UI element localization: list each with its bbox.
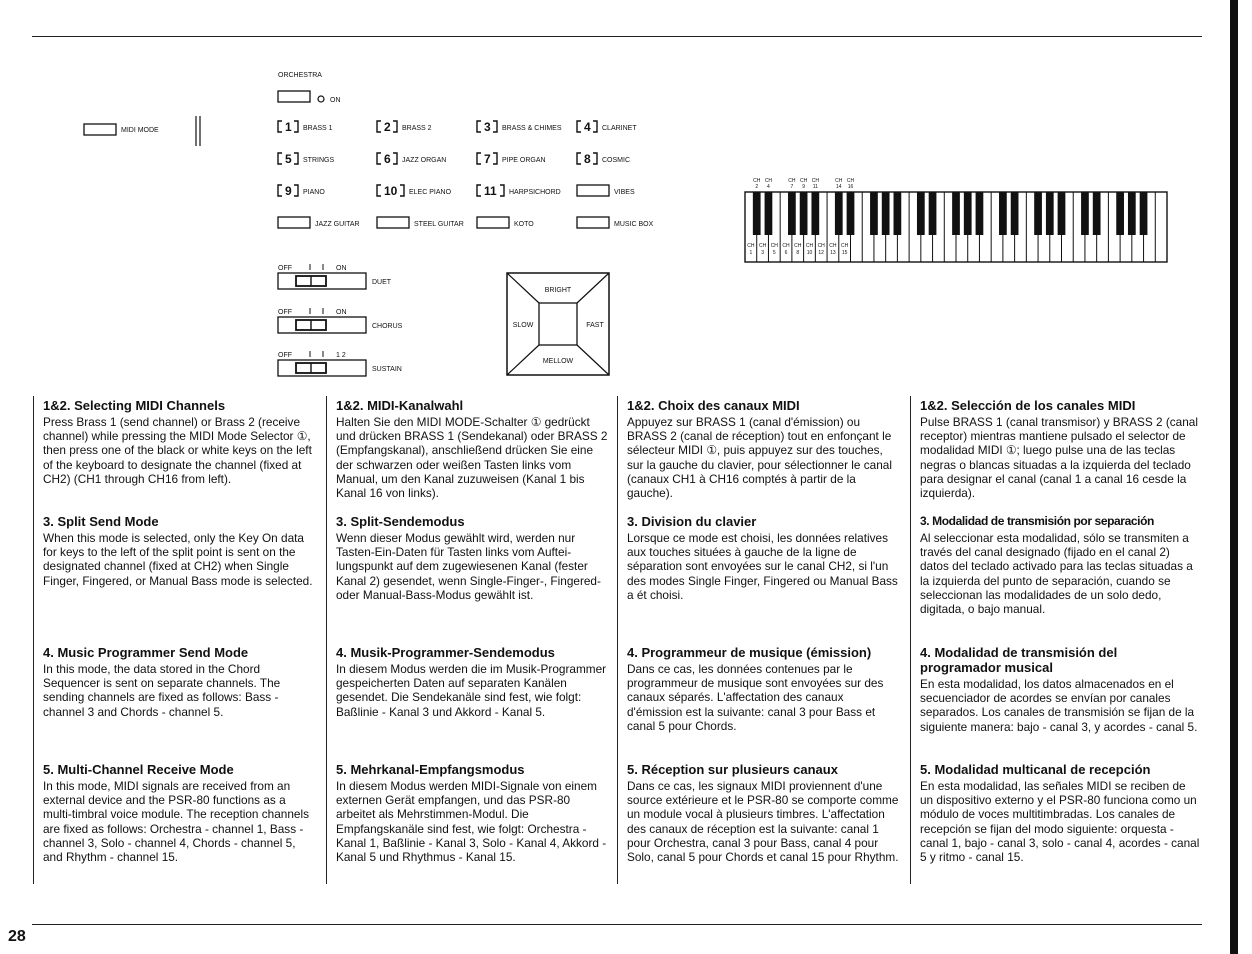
de-section-3 [336,645,608,719]
voice-button-11[interactable] [477,184,561,198]
de-section-1 [336,398,608,500]
es-s1-title: 1&2. Selección de los canales MIDI [920,398,1136,413]
fr-s2-body: Lorsque ce mode est choisi, les données relatives aux touches situées à gauche de la ligne de séparation sont envoyées sur le canal CH2, si l'un des modes Single Finger, Fingered ou Manual Bass a ét choisi. [627,531,898,602]
black-key [952,192,960,235]
fr-s2-title: 3. Division du clavier [627,514,757,529]
voice-label: PIANO [303,189,325,196]
black-key-ch-label: CH [835,178,843,184]
fr-section-4 [627,762,901,864]
black-key [1058,192,1066,235]
voice-label: VIBES [614,189,635,196]
voice-label: PIPE ORGAN [502,157,546,164]
en-s3-title: 4. Music Programmer Send Mode [43,645,249,660]
voice-number: 2 [384,120,391,134]
pad-slow-label: SLOW [512,322,534,329]
de-s3-body: In diesem Modus werden die im Musik-Programmer gespeicherten Daten auf separaten Kanälen gesendet. Die Sendekanäle sind fest, wie folgt: Baßlinie - Kanal 3 und Akkord - Kanal 5. [336,662,607,719]
white-key-ch-label: CH [794,243,802,249]
switch-chorus[interactable] [278,308,403,333]
white-key-ch-label: CH [747,243,755,249]
pad-bright-label: BRIGHT [544,287,572,294]
black-key [1081,192,1089,235]
es-s3-body: En esta modalidad, los datos almacenados en el secuenciador de acordes se envían por canales separados. Los canales de transmisión se fijan de la siguiente manera: bajo - canal 3, y acordes - canal 5. [920,677,1198,734]
voice-label: JAZZ ORGAN [402,157,447,164]
de-s1-body: Halten Sie den MIDI MODE-Schalter ① gedrückt und drücken BRASS 1 (Sendekanal) oder BRASS 2 (Empfangskanal), anschließend drücken Sie eine der schwarzen oder weißen Tasten links vom Manual, um den Kanal zuzuweisen (Kanal 1 bis Kanal 16 von links). [336,415,608,501]
fr-section-1 [627,398,901,500]
voice-label: KOTO [514,221,534,228]
white-key-ch-label: CH [782,243,790,249]
black-key [1128,192,1136,235]
en-s4-body: In this mode, MIDI signals are received from an external device and the PSR-80 functions as a multi-timbral voice module. The reception channels are fixed as follows: Orchestra - channel 1, Bass - channel 3, Solo - channel 4, Chords - channel 5, and Rhythm - channel 15. [43,779,309,865]
voice-button-3[interactable] [477,120,562,134]
voice-label: BRASS 2 [402,125,432,132]
black-key [929,192,937,235]
voice-number: 4 [584,120,591,134]
white-key-ch-label: CH [770,243,778,249]
black-key [753,192,761,235]
pad-mellow-label: MELLOW [542,358,574,365]
de-s2-body: Wenn dieser Modus gewählt wird, werden nur Tasten-Ein-Daten für Tasten links vom Auftei-lungspunkt auf dem zugewiesenen Kanal (fester Kanal 2) gesendet, wenn Single-Finger-, Fingered- oder Manual-Bass-Modus gewählt ist. [336,531,601,602]
black-key [917,192,925,235]
black-key [811,192,819,235]
voice-number: 6 [384,152,391,166]
en-s3-body: In this mode, the data stored in the Chord Sequencer is sent on separate channels. The sending channels are fixed as follows: Bass - channel 3 and Chords - channel 5. [43,662,281,719]
white-key-channel: 15 [841,250,848,256]
column-german [326,396,614,884]
voice-button-7[interactable] [477,152,546,166]
de-s4-body: In diesem Modus werden MIDI-Signale von einem externen Gerät empfangen, und das PSR-80 arbeitet als Mehrstimmen-Modul. Die Empfangskanäle sind fest, wie folgt: Orchestra - Kanal 1, Baßlinie - Kanal 3, Solo - Kanal 4, Akkord - Kanal 5 und Rhythmus - Kanal 15. [336,779,607,865]
black-key [976,192,984,235]
switch-name-label: CHORUS [372,323,403,330]
black-key-channel: 2 [755,184,759,190]
voice-number: 9 [285,184,292,198]
white-key-channel: 5 [772,250,776,256]
de-s1-title: 1&2. MIDI-Kanalwahl [336,398,464,413]
switch-group [278,264,403,376]
column-english [33,396,320,884]
en-section-1 [43,398,314,486]
black-key [788,192,796,235]
es-s4-body: En esta modalidad, las señales MIDI se reciben de un dispositivo externo y el PSR-80 funciona como un módulo de voces multitimbradas. Los canales de recepción se fijan del modo siguiente: orquesta - canal 1, bajo - canal 3, solo - canal 4, acordes - canal 5 y ritmo - canal 15. [920,779,1200,865]
black-key-channel: 4 [767,184,770,190]
black-key [870,192,878,235]
voice-button-9[interactable] [278,184,325,198]
black-key [847,192,855,235]
switch-on-label: 1 2 [336,352,346,359]
es-s1-body: Pulse BRASS 1 (canal transmisor) y BRASS 2 (canal receptor) mientras mantiene pulsado el selector de modalidad MIDI ①; luego pulse una de las teclas negras o blancas situadas a la izquierda del teclado para designar el canal (canal 1 a canal 16 cesde la izquierda). [920,415,1198,501]
switch-off-label: OFF [278,352,292,359]
black-key [1034,192,1042,235]
es-s3-title: 4. Modalidad de transmisión del programador musical [920,645,1118,675]
voice-button-8[interactable] [577,152,630,166]
black-key [1046,192,1054,235]
black-key [964,192,972,235]
de-section-4 [336,762,608,864]
voice-button-10[interactable] [377,184,452,198]
pad-fast-label: FAST [586,322,604,329]
white-key-ch-label: CH [841,243,849,249]
es-s4-title: 5. Modalidad multicanal de recepción [920,762,1151,777]
voice-label: CLARINET [602,125,637,132]
voice-button-grid [278,120,654,228]
midi-mode-label: MIDI MODE [121,127,159,134]
es-section-4 [920,762,1200,864]
switch-duet[interactable] [278,264,392,289]
white-key-ch-label: CH [817,243,825,249]
white-key-channel: 1 [749,250,753,256]
es-section-1 [920,398,1200,500]
en-s1-body: Press Brass 1 (send channel) or Brass 2 (receive channel) while pressing the MIDI Mode Selector ①, then press one of the black or white keys on the left of the keyboard to designate the channel (fixed at CH2) (CH1 through CH16 from left). [43,415,312,486]
voice-button-12[interactable] [577,185,635,196]
white-key-channel: 12 [818,250,824,256]
voice-button-14[interactable] [377,217,464,228]
white-key-ch-label: CH [758,243,767,249]
voice-button-1[interactable] [278,120,333,134]
de-s2-title: 3. Split-Sendemodus [336,514,465,529]
en-s2-body: When this mode is selected, only the Key On data for keys to the left of the split point is sent on the designated channel (fixed at CH2) when Single Finger, Fingered, or Manual Bass mode is selected. [43,531,313,588]
de-s3-title: 4. Musik-Programmer-Sendemodus [336,645,555,660]
voice-number: 7 [484,152,491,166]
en-s4-title: 5. Multi-Channel Receive Mode [43,762,234,777]
midi-mode-button[interactable] [84,124,116,135]
white-key-ch-label: CH [829,243,837,249]
fr-s4-body: Dans ce cas, les signaux MIDI proviennent d'une source extérieure et le PSR-80 se comporte comme un module vocal à plusieurs timbres. L'affectation des canaux de réception est la suivante: canal 1 pour Orchestra, canal 3 pour Bass, canal 4 pour Solo, canal 5 pour Chords et canal 15 pour Rhythm. [627,779,899,865]
switch-on-label: ON [336,265,347,272]
voice-label: HARPSICHORD [509,189,561,196]
switch-name-label: SUSTAIN [372,366,402,373]
white-key-channel: 6 [784,250,788,256]
black-key-channel: 11 [812,184,818,190]
voice-label: JAZZ GUITAR [315,221,360,228]
fr-s3-body: Dans ce cas, les données contenues par le programmeur de musique sont envoyées sur des canaux séparés. L'affectation des canaux d'émission est la suivante: canal 3 pour Bass et canal 5 pour Chords. [627,662,884,733]
voice-label: BRASS & CHIMES [502,125,562,132]
en-s1-title: 1&2. Selecting MIDI Channels [43,398,226,413]
fr-section-2 [627,514,901,602]
fr-s4-title: 5. Réception sur plusieurs canaux [627,762,838,777]
black-key-ch-label: CH [764,178,773,184]
fr-section-3 [627,645,901,733]
black-key [835,192,843,235]
switch-on-label: ON [336,309,347,316]
on-label: ON [330,97,341,104]
white-key-channel: 8 [796,250,800,256]
black-key-channel: 16 [847,184,854,190]
black-key [882,192,890,235]
white-key-channel: 13 [830,250,836,256]
en-section-2 [43,514,314,588]
switch-name-label: DUET [372,279,392,286]
column-french [617,396,907,884]
voice-number: 5 [285,152,292,166]
black-key-channel: 7 [790,184,794,190]
white-key-ch-label: CH [805,243,814,249]
switch-off-label: OFF [278,265,292,272]
black-key-ch-label: CH [788,178,796,184]
fr-s1-title: 1&2. Choix des canaux MIDI [627,398,800,413]
black-key [894,192,902,235]
de-section-2 [336,514,608,602]
de-s4-title: 5. Mehrkanal-Empfangsmodus [336,762,525,777]
black-key [800,192,808,235]
voice-number: 10 [384,184,398,198]
voice-button-16[interactable] [577,217,654,228]
black-key [765,192,773,235]
fr-s3-title: 4. Programmeur de musique (émission) [627,645,872,660]
on-indicator-icon [318,96,324,102]
orchestra-label: ORCHESTRA [278,72,322,79]
voice-button-13[interactable] [278,217,360,228]
panel-diagram [0,0,1252,390]
voice-label: COSMIC [602,157,630,164]
switch-off-label: OFF [278,309,292,316]
voice-button-5[interactable] [278,152,334,166]
black-key [999,192,1007,235]
bottom-rule [32,924,1202,925]
voice-button-2[interactable] [377,120,432,134]
black-key [1140,192,1148,235]
es-section-2 [920,514,1200,616]
en-section-4 [43,762,314,864]
voice-button-15[interactable] [477,217,534,228]
black-key-channel: 14 [835,184,842,190]
voice-number: 3 [484,120,491,134]
voice-number: 11 [484,184,497,198]
voice-label: STRINGS [303,157,335,164]
white-key-channel: 3 [761,250,764,256]
es-s2-body: Al seleccionar esta modalidad, sólo se transmiten a través del canal designado (fijado en el canal 2) datos del teclado activado para las teclas situadas a la izquierda del punto de separación, cuando se seleccionan las modalidades de un solo dedo, digitada, o bajo manual. [920,531,1193,617]
black-key-ch-label: CH [799,178,808,184]
column-spanish [910,396,1206,884]
black-key-ch-label: CH [846,178,855,184]
black-key-channel: 9 [802,184,806,190]
fr-s1-body: Appuyez sur BRASS 1 (canal d'émission) ou BRASS 2 (canal de réception) tout en enfonçant le sélecteur MIDI ①, puis appuyez sur des touches, sur la gauche du clavier, pour sélectionner le canal (canaux CH1 à CH16 comptés à partir de la gauche). [627,415,892,501]
white-key-channel: 10 [806,250,813,256]
orchestra-on-button[interactable] [278,91,310,102]
voice-label: BRASS 1 [303,125,333,132]
voice-number: 1 [285,120,292,134]
es-section-3 [920,645,1200,734]
keyboard-diagram [745,178,1167,262]
voice-label: STEEL GUITAR [414,221,464,228]
en-s2-title: 3. Split Send Mode [43,514,159,529]
black-key-ch-label: CH [753,178,761,184]
voice-label: ELEC PIANO [409,189,452,196]
voice-button-6[interactable] [377,152,446,166]
black-key [1116,192,1124,235]
en-section-3 [43,645,314,719]
voice-label: MUSIC BOX [614,221,654,228]
es-s2-title: 3. Modalidad de transmisión por separación [920,514,1154,528]
expression-pad[interactable] [507,273,609,375]
switch-sustain[interactable] [278,351,402,376]
black-key [1093,192,1101,235]
voice-number: 8 [584,152,591,166]
page-number: 28 [8,928,26,945]
voice-button-4[interactable] [577,120,637,134]
black-key-ch-label: CH [811,178,819,184]
black-key [1011,192,1019,235]
